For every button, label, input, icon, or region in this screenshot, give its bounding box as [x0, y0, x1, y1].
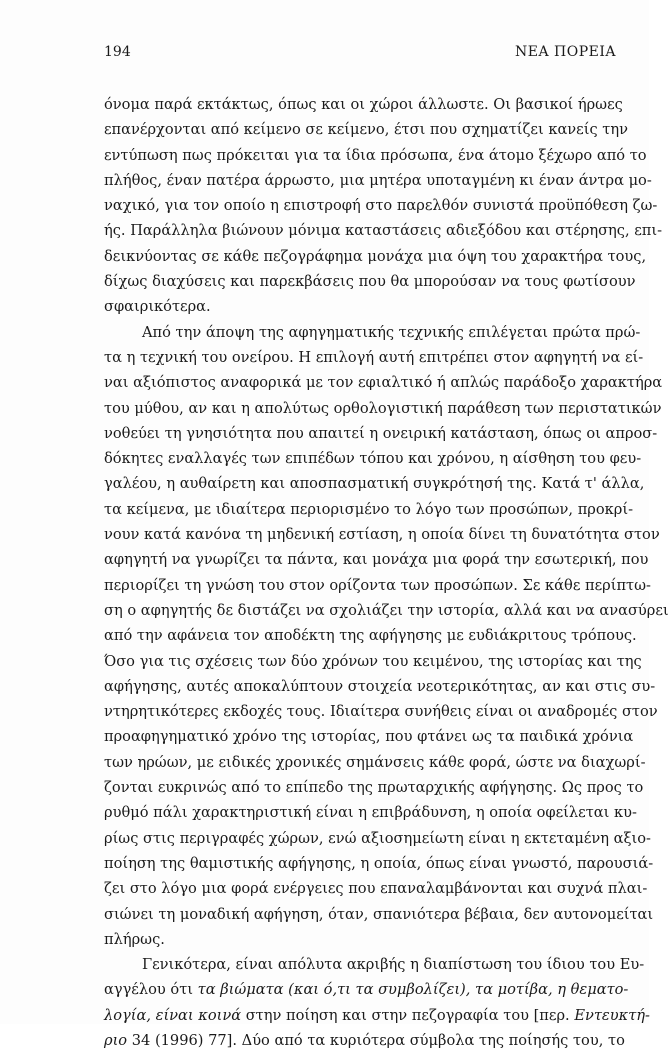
text-line: σφαιρικότερα.: [104, 298, 211, 316]
text-line: εντύπωση πως πρόκειται για τα ίδια πρόσωπα, ένα άτομο ξέχωρο από το: [104, 146, 647, 164]
text-line: [104, 977, 629, 1002]
text-line: ναχικό, για τον οποίο η επιστροφή στο παρελθόν συνιστά προϋπόθεση ζω-: [104, 197, 658, 215]
text-line: όνομα παρά εκτάκτως, όπως και οι χώροι άλλωστε. Οι βασικοί ήρωες: [104, 96, 623, 113]
text-line: ζονται ευκρινώς από το επίπεδο της πρωταρχικής αφήγησης. Ως προς το: [104, 779, 644, 797]
text-line: περιορίζει τη γνώση του στον ορίζοντα των προσώπων. Σε κάθε περίπτω-: [104, 576, 651, 594]
text-line: Όσο για τις σχέσεις των δύο χρόνων του κειμένου, της ιστορίας και της: [104, 652, 642, 670]
text-line: νοθεύει τη γνησιότητα που απαιτεί η ονειρική κατάσταση, όπως οι απροσ-: [104, 424, 658, 442]
body-text: [104, 92, 669, 1053]
text-span: στην ποίηση και στην πεζογραφία του [περ.: [241, 1006, 575, 1024]
text-line: Από την άποψη της αφηγηματικής τεχνικής επιλέγεται πρώτα πρώ-: [142, 323, 641, 341]
italic-text: τα βιώματα (και ό,τι τα συμβολίζει), τα μοτίβα, η θεματο-: [197, 981, 629, 999]
text-line: δίχως διαχύσεις και παρεκβάσεις που θα μπορούσαν να τους φωτίσουν: [104, 273, 636, 291]
text-line: ντηρητικότερες εκδοχές τους. Ιδιαίτερα συνήθεις είναι οι αναδρομές στον: [104, 703, 658, 721]
text-line: ρυθμό πάλι χαρακτηριστική είναι η επιβράδυνση, η οποία οφείλεται κυ-: [104, 804, 637, 822]
text-line: δεικνύοντας σε κάθε πεζογράφημα μονάχα μια όψη του χαρακτήρα τους,: [104, 247, 647, 265]
paragraph: [104, 952, 650, 1053]
text-line: πλήρως.: [104, 930, 165, 948]
text-span: Γενικότερα, είναι απόλυτα ακριβής η διαπίστωση του ίδιου του Ευ-: [142, 956, 645, 974]
text-line: ση ο αφηγητής δε διστάζει να σχολιάζει την ιστορία, αλλά και να ανασύρει: [104, 601, 669, 619]
text-line: [104, 1028, 625, 1053]
text-line: από την αφάνεια τον αποδέκτη της αφήγησης με ευδιάκριτους τρόπους.: [104, 627, 637, 645]
text-line: αφηγητή να γνωρίζει τα πάντα, και μονάχα μια φορά την εσωτερική, που: [104, 551, 649, 569]
italic-text: λογία, είναι κοινά: [104, 1006, 242, 1024]
text-line: δόκητες εναλλαγές των επιπέδων τόπου και χρόνου, η αίσθηση του φευ-: [104, 450, 642, 468]
text-line: πλήθος, έναν πατέρα άρρωστο, μια μητέρα υποταγμένη κι έναν άντρα μο-: [104, 171, 652, 189]
text-line: γαλέου, η αυθαίρετη και αποσπασματική συγκρότησή της. Κατά τ' άλλα,: [104, 475, 645, 493]
text-line: ής. Παράλληλα βιώνουν μόνιμα καταστάσεις αδιεξόδου και στέρησης, επι-: [104, 222, 663, 240]
text-line: του μύθου, αν και η απολύτως ορθολογιστική παράθεση των περιστατικών: [104, 399, 662, 417]
text-line: τα κείμενα, με ιδιαίτερα περιορισμένο το λόγο των προσώπων, προκρί-: [104, 500, 634, 518]
text-line: [104, 1003, 650, 1028]
text-line: [104, 952, 645, 977]
text-line: αφήγησης, αυτές αποκαλύπτουν στοιχεία νεοτερικότητας, αν και στις συ-: [104, 677, 656, 695]
text-line: επανέρχονται από κείμενο σε κείμενο, έτσι που σχηματίζει κανείς την: [104, 121, 628, 139]
text-span: αγγέλου ότι: [104, 981, 198, 999]
page-header: [104, 44, 616, 64]
text-line: ρίως στις περιγραφές χώρων, ενώ αξιοσημείωτη είναι η εκτεταμένη αξιο-: [104, 829, 651, 847]
text-line: των ηρώων, με ειδικές χρονικές σημάνσεις κάθε φορά, ώστε να διαχωρί-: [104, 753, 646, 771]
text-line: σιώνει τη μοναδική αφήγηση, όταν, σπανιότερα βέβαια, δεν αυτονομείται: [104, 905, 654, 923]
text-line: ναι αξιόπιστος αναφορικά με τον εφιαλτικό ή απλώς παράδοξο χαρακτήρα: [104, 374, 663, 392]
text-line: ζει στο λόγο μια φορά ενέργειες που επαναλαμβάνονται και συχνά πλαι-: [104, 880, 648, 898]
text-line: τα η τεχνική του ονείρου. Η επιλογή αυτή επιτρέπει στον αφηγητή να εί-: [104, 348, 644, 366]
text-span: 34 (1996) 77]. Δύο από τα κυριότερα σύμβολα της ποίησής του, το: [127, 1031, 625, 1049]
text-line: νουν κατά κανόνα τη μηδενική εστίαση, η οποία δίνει τη δυνατότητα στον: [104, 526, 660, 544]
paragraph: [104, 92, 663, 320]
text-line: ποίηση της θαμιστικής αφήγησης, η οποία, όπως είναι γνωστό, παρουσιά-: [104, 854, 654, 872]
page-number: 194: [104, 44, 131, 60]
italic-text: Εντευκτή-: [574, 1006, 650, 1024]
italic-text: ριο: [104, 1031, 128, 1049]
paragraph: [104, 320, 669, 952]
running-head: ΝΕΑ ΠΟΡΕΙΑ: [515, 44, 616, 60]
text-line: προαφηγηματικό χρόνο της ιστορίας, που φτάνει ως τα παιδικά χρόνια: [104, 728, 634, 746]
